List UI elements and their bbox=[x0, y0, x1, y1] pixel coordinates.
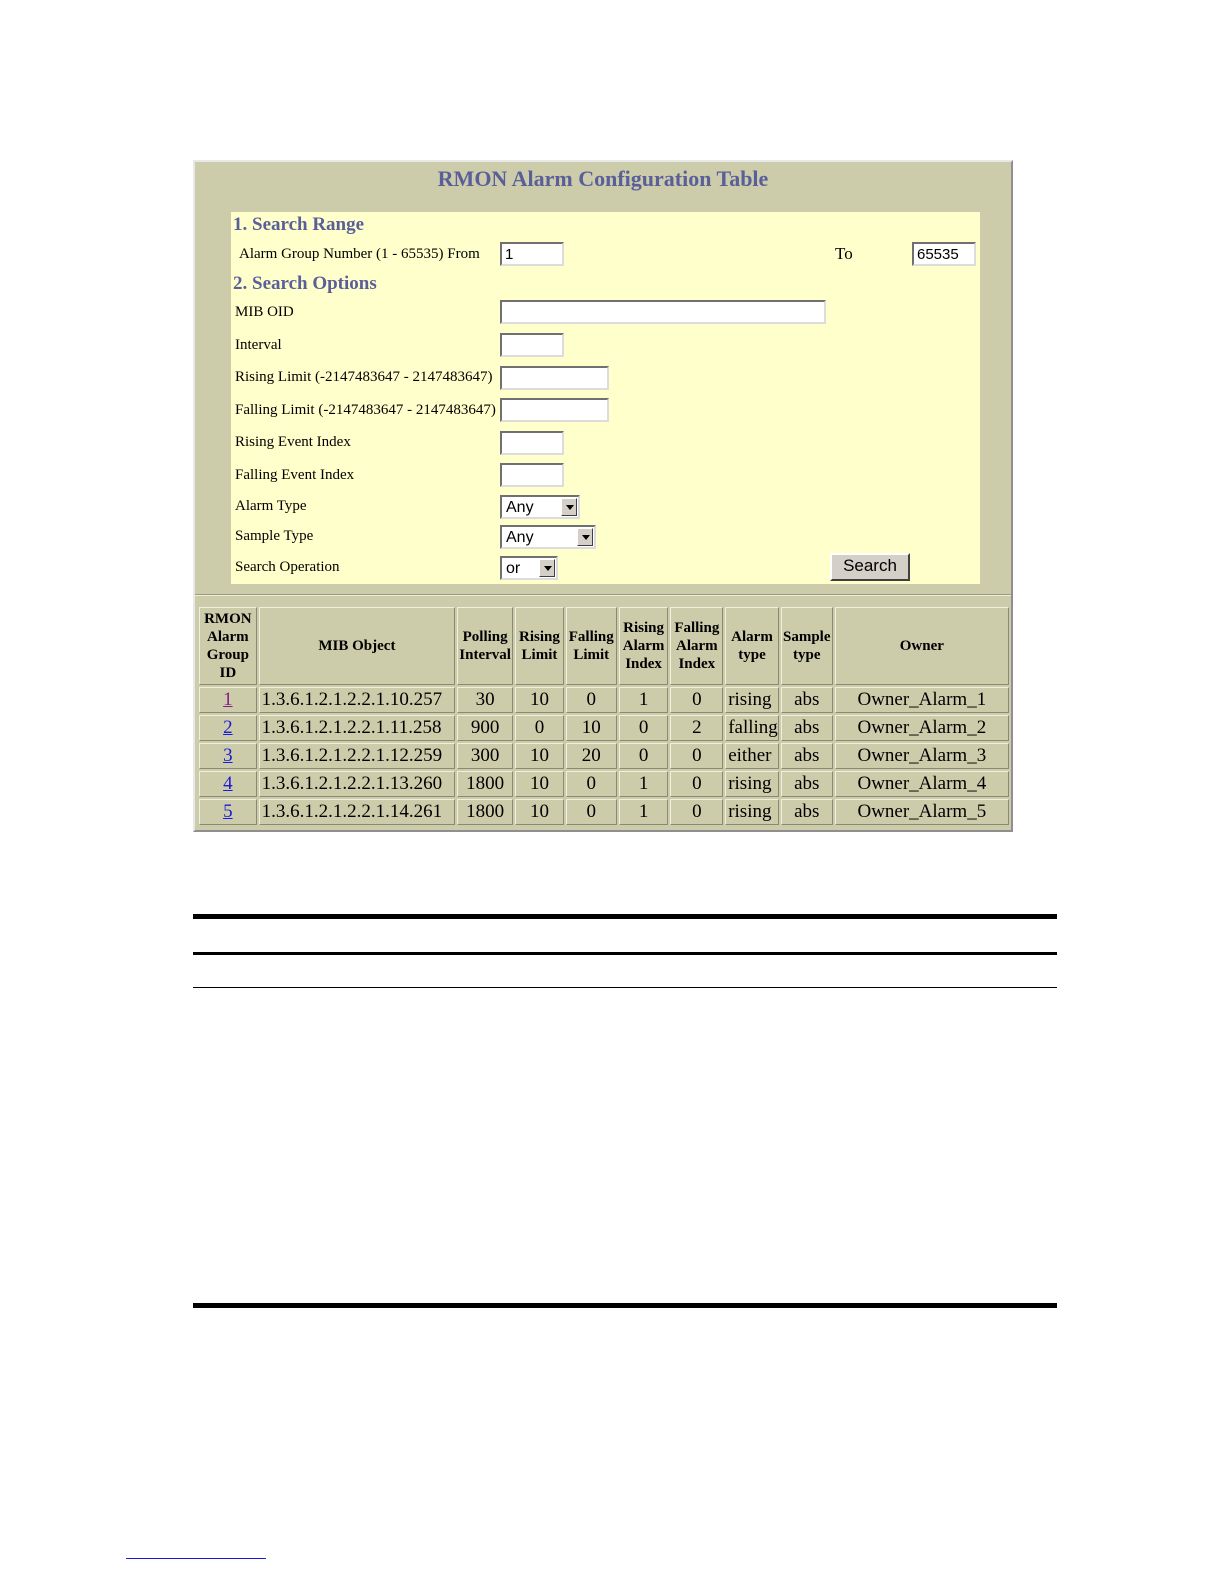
table-header-row bbox=[199, 607, 1009, 685]
polling-interval-cell: 300 bbox=[457, 743, 513, 769]
sample-type-select[interactable] bbox=[500, 525, 596, 549]
rising-limit-cell: 10 bbox=[515, 771, 564, 797]
rising-alarm-index-cell: 0 bbox=[619, 743, 669, 769]
alarm-type-cell: either bbox=[725, 743, 779, 769]
falling-limit-cell: 10 bbox=[566, 715, 617, 741]
footnote-rule bbox=[126, 1558, 266, 1559]
rising-alarm-index-cell: 1 bbox=[619, 771, 669, 797]
alarm-type-cell: rising bbox=[725, 771, 779, 797]
alarm-type-cell: rising bbox=[725, 687, 779, 713]
to-input[interactable]: 65535 bbox=[912, 242, 976, 266]
search-range-heading: 1. Search Range bbox=[233, 214, 365, 235]
owner-cell: Owner_Alarm_5 bbox=[835, 799, 1009, 825]
falling-alarm-index-cell: 2 bbox=[670, 715, 723, 741]
falling-alarm-index-cell: 0 bbox=[670, 743, 723, 769]
sample-type-cell: abs bbox=[781, 715, 833, 741]
mib-object-cell: 1.3.6.1.2.1.2.2.1.10.257 bbox=[259, 687, 456, 713]
row-id-cell bbox=[199, 743, 257, 769]
falling-limit-cell: 0 bbox=[566, 771, 617, 797]
table-header-rule bbox=[193, 952, 1057, 955]
sample-type-cell: abs bbox=[781, 771, 833, 797]
falling-alarm-index-cell: 0 bbox=[670, 687, 723, 713]
owner-cell: Owner_Alarm_1 bbox=[835, 687, 1009, 713]
from-label: Alarm Group Number (1 - 65535) From bbox=[239, 246, 480, 262]
alarm-type-label: Alarm Type bbox=[235, 498, 307, 514]
chevron-down-icon[interactable] bbox=[561, 498, 577, 516]
alarm-type-select[interactable] bbox=[500, 495, 580, 519]
col-header-owner: Owner bbox=[835, 607, 1009, 685]
search-operation-value: or bbox=[506, 560, 521, 577]
alarm-results-table bbox=[197, 605, 1011, 827]
rising-event-index-label: Rising Event Index bbox=[235, 434, 351, 450]
polling-interval-cell: 1800 bbox=[457, 799, 513, 825]
search-operation-label: Search Operation bbox=[235, 559, 340, 575]
col-header-sample-type: Sample type bbox=[781, 607, 833, 685]
falling-limit-label: Falling Limit (-2147483647 - 2147483647) bbox=[235, 402, 496, 418]
table-row bbox=[199, 799, 1009, 825]
search-button[interactable]: Search bbox=[830, 553, 910, 581]
table-row bbox=[199, 715, 1009, 741]
table-row-rule bbox=[193, 987, 1057, 988]
alarm-type-cell: falling bbox=[725, 715, 779, 741]
table-bottom-rule bbox=[193, 1303, 1057, 1308]
row-id-cell bbox=[199, 715, 257, 741]
mib-object-cell: 1.3.6.1.2.1.2.2.1.13.260 bbox=[259, 771, 456, 797]
falling-limit-input[interactable] bbox=[500, 398, 609, 422]
rising-limit-cell: 10 bbox=[515, 687, 564, 713]
interval-label: Interval bbox=[235, 337, 282, 353]
rising-alarm-index-cell: 1 bbox=[619, 799, 669, 825]
falling-event-index-input[interactable] bbox=[500, 463, 564, 487]
rising-alarm-index-cell: 1 bbox=[619, 687, 669, 713]
to-label: To bbox=[835, 244, 853, 263]
col-header-polling-interval: Polling Interval bbox=[457, 607, 513, 685]
rising-limit-input[interactable] bbox=[500, 366, 609, 390]
rising-limit-cell: 0 bbox=[515, 715, 564, 741]
table-top-rule bbox=[193, 914, 1057, 919]
mib-object-cell: 1.3.6.1.2.1.2.2.1.12.259 bbox=[259, 743, 456, 769]
falling-limit-cell: 0 bbox=[566, 799, 617, 825]
alarm-type-value: Any bbox=[506, 499, 534, 516]
falling-alarm-index-cell: 0 bbox=[670, 799, 723, 825]
sample-type-label: Sample Type bbox=[235, 528, 314, 544]
table-row bbox=[199, 687, 1009, 713]
falling-limit-cell: 0 bbox=[566, 687, 617, 713]
owner-cell: Owner_Alarm_3 bbox=[835, 743, 1009, 769]
falling-limit-cell: 20 bbox=[566, 743, 617, 769]
polling-interval-cell: 900 bbox=[457, 715, 513, 741]
falling-event-index-label: Falling Event Index bbox=[235, 467, 355, 483]
chevron-down-icon[interactable] bbox=[577, 528, 593, 546]
col-header-falling-limit: Falling Limit bbox=[566, 607, 617, 685]
mib-object-cell: 1.3.6.1.2.1.2.2.1.11.258 bbox=[259, 715, 456, 741]
polling-interval-cell: 1800 bbox=[457, 771, 513, 797]
mib-object-cell: 1.3.6.1.2.1.2.2.1.14.261 bbox=[259, 799, 456, 825]
rmon-alarm-panel bbox=[193, 160, 1013, 832]
mib-oid-input[interactable] bbox=[500, 300, 826, 324]
search-form bbox=[231, 212, 980, 584]
alarm-id-link[interactable]: 5 bbox=[223, 801, 233, 822]
col-header-falling-alarm-index: Falling Alarm Index bbox=[670, 607, 723, 685]
table-row bbox=[199, 743, 1009, 769]
divider bbox=[195, 594, 1011, 596]
rising-event-index-input[interactable] bbox=[500, 431, 564, 455]
row-id-cell bbox=[199, 771, 257, 797]
col-header-rising-alarm-index: Rising Alarm Index bbox=[619, 607, 669, 685]
col-header-id: RMON Alarm Group ID bbox=[199, 607, 257, 685]
owner-cell: Owner_Alarm_2 bbox=[835, 715, 1009, 741]
from-input[interactable]: 1 bbox=[500, 242, 564, 266]
col-header-alarm-type: Alarm type bbox=[725, 607, 779, 685]
alarm-type-cell: rising bbox=[725, 799, 779, 825]
falling-alarm-index-cell: 0 bbox=[670, 771, 723, 797]
table-row bbox=[199, 771, 1009, 797]
row-id-cell bbox=[199, 687, 257, 713]
row-id-cell bbox=[199, 799, 257, 825]
rising-limit-cell: 10 bbox=[515, 799, 564, 825]
rising-limit-label: Rising Limit (-2147483647 - 2147483647) bbox=[235, 369, 493, 385]
sample-type-cell: abs bbox=[781, 743, 833, 769]
chevron-down-icon[interactable] bbox=[539, 559, 555, 577]
alarm-id-link[interactable]: 2 bbox=[223, 717, 233, 738]
search-options-heading: 2. Search Options bbox=[233, 273, 377, 294]
col-header-rising-limit: Rising Limit bbox=[515, 607, 564, 685]
alarm-id-link[interactable]: 3 bbox=[223, 745, 233, 766]
alarm-id-link[interactable]: 1 bbox=[223, 689, 233, 710]
page-title: RMON Alarm Configuration Table bbox=[437, 166, 769, 191]
alarm-id-link[interactable]: 4 bbox=[223, 773, 233, 794]
rising-limit-cell: 10 bbox=[515, 743, 564, 769]
interval-input[interactable] bbox=[500, 333, 564, 357]
polling-interval-cell: 30 bbox=[457, 687, 513, 713]
search-operation-select[interactable] bbox=[500, 556, 558, 580]
col-header-mib-object: MIB Object bbox=[259, 607, 456, 685]
sample-type-cell: abs bbox=[781, 687, 833, 713]
sample-type-value: Any bbox=[506, 529, 534, 546]
sample-type-cell: abs bbox=[781, 799, 833, 825]
rising-alarm-index-cell: 0 bbox=[619, 715, 669, 741]
owner-cell: Owner_Alarm_4 bbox=[835, 771, 1009, 797]
mib-oid-label: MIB OID bbox=[235, 304, 294, 320]
